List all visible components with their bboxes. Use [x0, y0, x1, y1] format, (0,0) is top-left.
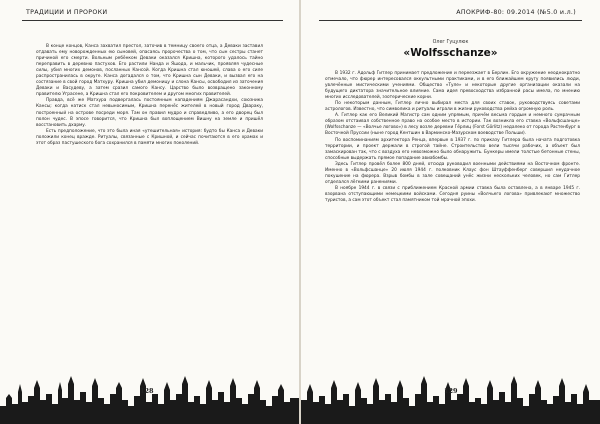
right-running-head: АПОКРИФ-80: 09.2014 (№5.0 и.л.) [456, 9, 576, 16]
right-paragraph: В 1932 г. Адольф Гитлер принимает предложение и переезжает в Берлин. Его окружение неоднократно отмечало, что фюрер интересовался оккультными практиками, и в его ближайшем кругу появились люди, увлечённые мистическими учениями. Общество «Туле» и некоторые другие организации оказали на будущего диктатора значительное влияние. Сама идея превосходства избранной расы имела, по мнению многих исследователей, эзотерические корни. [325, 71, 580, 101]
right-paragraph: А. Гитлер как его Великий Магистр сам одним упрямым, причём весьма гордым и немного сумрачным образом отстаивал собственное право на особое место в истории. Так возникла его ставка «Вольфсшанце» (Wolfsschanze — «Волчье логово») в лесу возле деревни Гёрлиц (Forst Görlitz) недалеко от города Растенбург в Восточной Пруссии (ныне город Кентшин в Варминско-Мазурском воеводстве Польши). [325, 113, 580, 137]
article-title: «Wolfsschanze» [403, 47, 498, 59]
article-author: Олег Гуцулюк [432, 40, 469, 45]
right-page [301, 0, 600, 424]
left-page [0, 0, 299, 424]
right-page-number: 129 [444, 387, 458, 395]
left-paragraph: В конце концов, Канса захватил престол, заточив в темницу своего отца, а Деваки заставил отдавать ему новорожденных ею сыновей, опасаясь пророчества о том, что сын сестры станет причиной его смерти. Вольным ребёнком Деваки оказался Кришна, которого удалось тайно переправить в деревню пастухов. Его растили Нанда и Яшода, и мальчик, проявляя чудесные силы, убил многих демонов, посланных Кансой. Когда Кришна стал юношей, слава о его силе распространилась в округе. Канса догадался о том, что Кришна сын Деваки, и вызвал его на состязание в свой город Матхуру. Кришна убил демоницу и слона Кансы, освободил из заточения Деваки и Васудеву, а затем сразил самого Кансу. Царство было возвращено законному правителю Уграсене, а Кришна стал его покровителем и другом многих правителей. [36, 44, 263, 98]
left-page-number: 128 [140, 387, 154, 395]
right-body-text [325, 71, 580, 204]
left-running-head: ТРАДИЦИИ И ПРОРОКИ [26, 9, 108, 16]
left-paragraph: Есть предположение, что это была иная «утешительная» история: будто бы Канса и Деваки положили конец вражде. Ритуалы, связанные с Кришной, и сейчас почитаются в его храмах и этот образ пастушеского бога сохранился в памяти многих поколений. [36, 128, 263, 146]
right-header-rule [319, 20, 582, 21]
right-paragraph: В ноябре 1944 г. в связи с приближением Красной армии ставка была оставлена, а в январе 1945 г. взорвана отступающими немецкими войсками. Сегодня руины «Волчьего логова» привлекают множество туристов, а сам этот объект стал памятником той мрачной эпохи. [325, 185, 580, 203]
left-body-text [36, 44, 263, 147]
left-paragraph: Правда, всё же Матхура подвергалась постоянным нападениям Джарасандхи, союзника Кансы; когда натиск стал невыносимым, Кришна перенёс жителей в новый город Двараку, построенный на острове посреди моря. Там он правил мудро и справедливо, а его дворец был полон чудес. В эпосе говорится, что Кришна был воплощением Вишну на земле и пришёл восстановить дхарму. [36, 98, 263, 128]
right-paragraph: Здесь Гитлер провёл более 800 дней, отсюда руководил военными действиями на Восточном фронте. Именно в «Вольфсшанце» 20 июля 1944 г. полковник Клаус фон Штауффенберг совершил неудачное покушение на фюрера. Взрыв бомбы в зале совещаний унёс жизни нескольких человек, но сам Гитлер отделался лёгкими ранениями. [325, 161, 580, 185]
right-paragraph: По некоторым данным, Гитлер лично выбирал места для своих ставок, руководствуясь советами астрологов. Известно, что символика и ритуалы играли в жизни руководства рейха огромную роль. [325, 101, 580, 113]
left-header-rule [22, 20, 283, 21]
right-paragraph: По воспоминаниям архитектора Ренца, впервые в 1937 г. по приказу Гитлера была начата подготовка территории, и проект держали в строгой тайне. Строительство вели тысячи рабочих, а объект был замаскирован так, что с воздуха его невозможно было обнаружить. Бункеры имели толстые бетонные стены, способные выдержать прямое попадание авиабомбы. [325, 137, 580, 161]
